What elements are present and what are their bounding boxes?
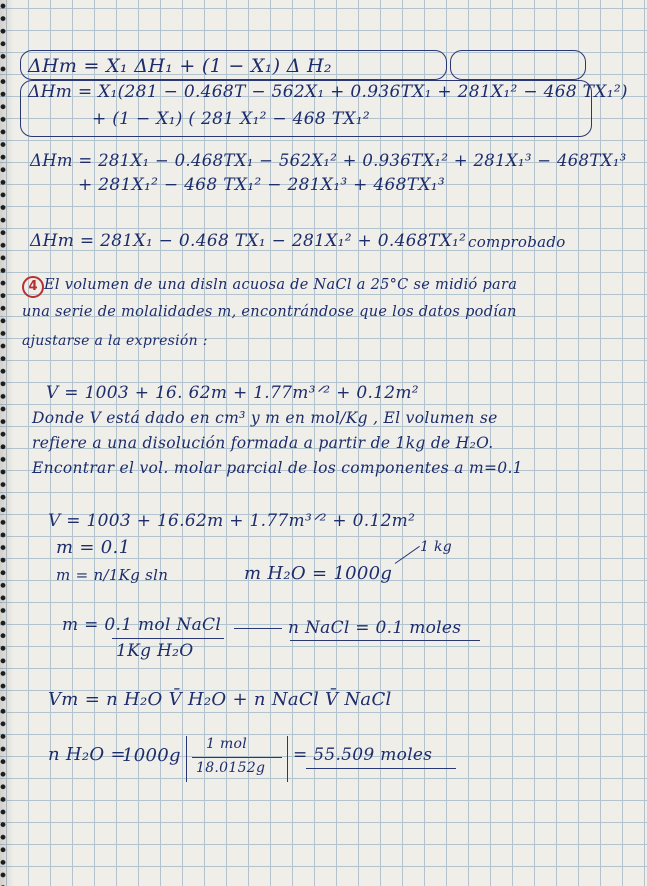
molality-denominator: 1Kg H₂O xyxy=(116,641,194,661)
spiral-binding xyxy=(0,0,14,886)
eq-line-5: + 281X₁² − 468 TX₁² − 281X₁³ + 468TX₁³ xyxy=(78,175,446,195)
work-line-3a: m = n/1Kg sln xyxy=(56,566,169,584)
eq-line-2: ΔHm = X₁(281 − 0.468T − 562X₁ + 0.936TX₁ + 281X₁² − 468 TX₁²) xyxy=(28,82,628,102)
verified-note: comprobado xyxy=(468,233,566,251)
molality-numerator: m = 0.1 mol NaCl xyxy=(62,615,222,635)
moles-water-underline xyxy=(306,768,456,769)
molar-mass-bar xyxy=(192,757,282,758)
problem-number-badge: 4 xyxy=(22,276,44,298)
molar-mass-denominator: 18.0152g xyxy=(196,760,266,776)
problem-text-4: Donde V está dado en cm³ y m en mol/Kg , El volumen se xyxy=(32,409,498,427)
factor-bar-right xyxy=(287,736,288,782)
problem-text-1: El volumen de una disln acuosa de NaCl a 25°C se midió para xyxy=(44,277,518,293)
eq-line-6: ΔHm = 281X₁ − 0.468 TX₁ − 281X₁² + 0.468TX₁² xyxy=(30,231,467,251)
problem-text-2: una serie de molalidades m, encontrándose que los datos podían xyxy=(22,304,517,320)
problem-text-5: refiere a una disolución formada a partir de 1kg de H₂O. xyxy=(32,434,494,452)
factor-bar-left xyxy=(186,736,187,782)
water-mass: 1000g xyxy=(122,745,181,766)
moles-nacl-underline xyxy=(290,640,480,641)
eq-line-3: + (1 − X₁) ( 281 X₁² − 468 TX₁² xyxy=(92,109,370,129)
work-line-2: m = 0.1 xyxy=(56,537,131,558)
formula-box-2 xyxy=(450,50,586,80)
work-line-3c: 1 kg xyxy=(420,539,453,555)
eq-line-1: ΔHm = X₁ ΔH₁ + (1 − X₁) Δ H₂ xyxy=(28,55,332,77)
result-arrow xyxy=(234,628,282,629)
moles-water-result: = 55.509 moles xyxy=(293,745,433,765)
work-line-3b: m H₂O = 1000g xyxy=(244,563,393,584)
volume-expression: V = 1003 + 16. 62m + 1.77m³ᐟ² + 0.12m² xyxy=(46,383,419,403)
work-line-1: V = 1003 + 16.62m + 1.77m³ᐟ² + 0.12m² xyxy=(48,511,416,531)
problem-text-3: ajustarse a la expresión : xyxy=(22,333,208,349)
molar-mass-numerator: 1 mol xyxy=(206,736,248,752)
eq-line-4: ΔHm = 281X₁ − 0.468TX₁ − 562X₁² + 0.936TX₁² + 281X₁³ − 468TX₁³ xyxy=(30,151,627,170)
total-volume-eq: Vт = n H₂O V̄ H₂O + n NaCl V̄ NaCl xyxy=(48,689,392,710)
problem-text-6: Encontrar el vol. molar parcial de los componentes a m=0.1 xyxy=(32,459,523,477)
moles-water-lhs: n H₂O = xyxy=(48,744,126,765)
moles-nacl-result: n NaCl = 0.1 moles xyxy=(288,618,462,638)
molality-fraction-bar xyxy=(112,638,224,639)
